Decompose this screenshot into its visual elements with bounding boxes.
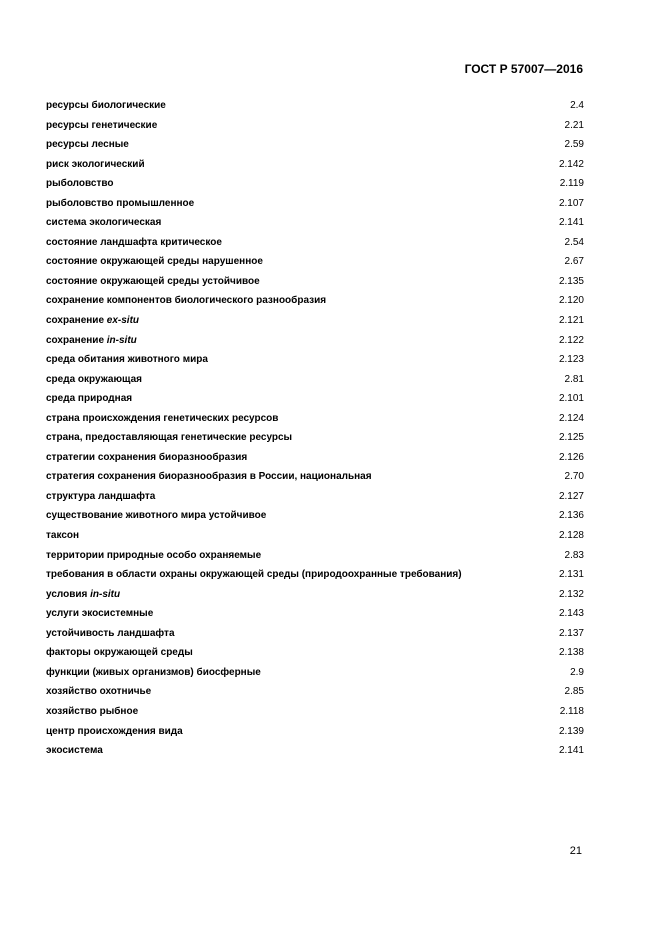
index-entry: [46, 194, 584, 214]
index-entry: [46, 272, 584, 292]
index-reference: 2.4: [570, 100, 584, 111]
index-term: [46, 194, 194, 214]
index-entry: [46, 135, 584, 155]
index-entry: [46, 565, 584, 585]
index-term: [46, 155, 145, 175]
index-term-part: система экологическая: [46, 217, 162, 229]
index-reference: 2.131: [558, 569, 584, 581]
index-reference: 2.127: [558, 490, 584, 502]
index-reference: 2.143: [558, 608, 584, 620]
index-term-part: экосистема: [46, 745, 103, 757]
index-entry: [46, 643, 584, 663]
index-term-part: территории природные особо охраняемые: [46, 549, 262, 561]
index-term: [46, 252, 263, 272]
index-entry: [46, 663, 584, 683]
index-term: [46, 389, 132, 409]
index-entry: [46, 585, 584, 605]
index-term-part: услуги экосистемные: [46, 608, 154, 620]
index-reference: 2.59: [564, 139, 584, 151]
term-index-list: [46, 96, 584, 761]
index-reference: 2.137: [558, 627, 584, 639]
index-term: [46, 233, 222, 253]
index-reference: 2.142: [558, 158, 584, 170]
index-term: [46, 741, 103, 761]
index-term-italic-part: in-situ: [90, 588, 121, 600]
index-reference: 2.132: [558, 588, 584, 600]
index-entry: [46, 370, 584, 390]
index-entry: [46, 116, 584, 136]
index-term-part: состояние ландшафта критическое: [46, 236, 222, 248]
index-reference: 2.70: [564, 471, 584, 483]
index-entry: [46, 448, 584, 468]
index-term-part: страна, предоставляющая генетические ресурсы: [46, 432, 293, 444]
index-entry: [46, 604, 584, 624]
index-term: [46, 585, 120, 605]
index-entry: [46, 428, 584, 448]
index-reference: 2.54: [564, 236, 584, 248]
index-entry: [46, 722, 584, 742]
index-term-part: состояние окружающей среды устойчивое: [46, 275, 260, 287]
index-term: [46, 96, 166, 116]
index-term: [46, 291, 326, 311]
index-term: [46, 370, 142, 390]
index-term-part: рыболовство: [46, 178, 114, 190]
index-reference: 2.121: [558, 315, 584, 327]
page-number: 21: [569, 845, 582, 857]
index-term: [46, 409, 278, 429]
document-standard-header: ГОСТ Р 57007—2016: [464, 62, 583, 76]
index-term: [46, 722, 183, 742]
index-reference: 2.141: [558, 745, 584, 757]
index-reference: 2.118: [559, 705, 584, 717]
index-term-part: стратегия сохранения биоразнообразия в России, национальная: [46, 471, 372, 483]
index-entry: [46, 291, 584, 311]
index-term: [46, 174, 114, 194]
index-term-part: устойчивость ландшафта: [46, 627, 175, 639]
index-entry: [46, 409, 584, 429]
index-term: [46, 311, 139, 331]
index-term: [46, 487, 155, 507]
index-reference: 2.120: [558, 295, 584, 307]
index-entry: [46, 331, 584, 351]
index-term: [46, 546, 261, 566]
index-entry: [46, 741, 584, 761]
index-term-part: существование животного мира устойчивое: [46, 510, 267, 522]
index-term: [46, 213, 161, 233]
index-term-part: ресурсы лесные: [46, 139, 129, 151]
index-term-part: функции (живых организмов) биосферные: [46, 666, 261, 678]
index-entry: [46, 702, 584, 722]
index-entry: [46, 546, 584, 566]
index-term: [46, 467, 372, 487]
index-entry: [46, 174, 584, 194]
index-reference: 2.136: [558, 510, 584, 522]
index-entry: [46, 350, 584, 370]
index-term: [46, 604, 153, 624]
index-entry: [46, 467, 584, 487]
index-term: [46, 135, 129, 155]
index-term-part: условия: [46, 588, 91, 600]
index-term-part: среда природная: [46, 393, 133, 405]
index-term: [46, 350, 208, 370]
index-term: [46, 624, 175, 644]
index-term-part: страна происхождения генетических ресурсов: [46, 412, 279, 424]
index-reference: 2.125: [558, 432, 584, 444]
index-term-part: факторы окружающей среды: [46, 647, 193, 659]
index-entry: [46, 233, 584, 253]
index-entry: [46, 624, 584, 644]
index-entry: [46, 311, 584, 331]
index-reference: 2.135: [558, 275, 584, 287]
index-entry: [46, 487, 584, 507]
index-term: [46, 565, 462, 585]
index-term: [46, 116, 157, 136]
index-term: [46, 682, 151, 702]
index-reference: 2.122: [558, 334, 584, 346]
index-reference: 2.139: [558, 725, 584, 737]
index-reference: 2.21: [564, 119, 584, 131]
index-reference: 2.83: [564, 549, 584, 561]
index-entry: [46, 96, 584, 116]
index-reference: 2.101: [558, 393, 584, 405]
index-term: [46, 663, 261, 683]
index-reference: 2.85: [564, 686, 584, 698]
index-entry: [46, 682, 584, 702]
index-reference: 2.9: [570, 666, 584, 678]
index-term: [46, 643, 193, 663]
index-entry: [46, 155, 584, 175]
index-term-part: хозяйство охотничье: [46, 686, 152, 698]
index-term: [46, 526, 79, 546]
index-term-part: стратегии сохранения биоразнообразия: [46, 451, 248, 463]
index-entry: [46, 252, 584, 272]
index-term: [46, 702, 138, 722]
index-term-part: ресурсы генетические: [46, 119, 158, 131]
index-term-part: требования в области охраны окружающей среды (природоохранные требования): [46, 569, 462, 581]
index-term-part: хозяйство рыбное: [46, 705, 139, 717]
index-term-part: рыболовство промышленное: [46, 197, 195, 209]
index-term-part: ресурсы биологические: [46, 100, 166, 111]
index-term-part: сохранение: [46, 315, 107, 327]
index-reference: 2.126: [558, 451, 584, 463]
index-reference: 2.128: [558, 530, 584, 542]
index-term: [46, 331, 137, 351]
index-entry: [46, 506, 584, 526]
index-reference: 2.81: [564, 373, 584, 385]
index-term-part: центр происхождения вида: [46, 725, 183, 737]
index-reference: 2.123: [558, 354, 584, 366]
index-reference: 2.67: [564, 256, 584, 268]
index-entry: [46, 526, 584, 546]
index-entry: [46, 213, 584, 233]
index-term-part: среда обитания животного мира: [46, 354, 208, 366]
index-term-part: риск экологический: [46, 158, 145, 170]
index-entry: [46, 389, 584, 409]
index-term-part: сохранение: [46, 334, 107, 346]
index-term-part: таксон: [46, 530, 80, 542]
index-term: [46, 272, 260, 292]
index-term: [46, 448, 247, 468]
index-term-part: структура ландшафта: [46, 490, 156, 502]
index-term-italic-part: ex-situ: [106, 315, 140, 327]
index-reference: 2.138: [558, 647, 584, 659]
index-term: [46, 428, 292, 448]
index-term-italic-part: in-situ: [106, 334, 137, 346]
index-term: [46, 506, 266, 526]
index-term-part: состояние окружающей среды нарушенное: [46, 256, 263, 268]
index-reference: 2.141: [558, 217, 584, 229]
index-reference: 2.124: [558, 412, 584, 424]
index-term-part: среда окружающая: [46, 373, 142, 385]
index-reference: 2.119: [559, 178, 584, 190]
index-term-part: сохранение компонентов биологического разнообразия: [46, 295, 327, 307]
index-reference: 2.107: [558, 197, 584, 209]
